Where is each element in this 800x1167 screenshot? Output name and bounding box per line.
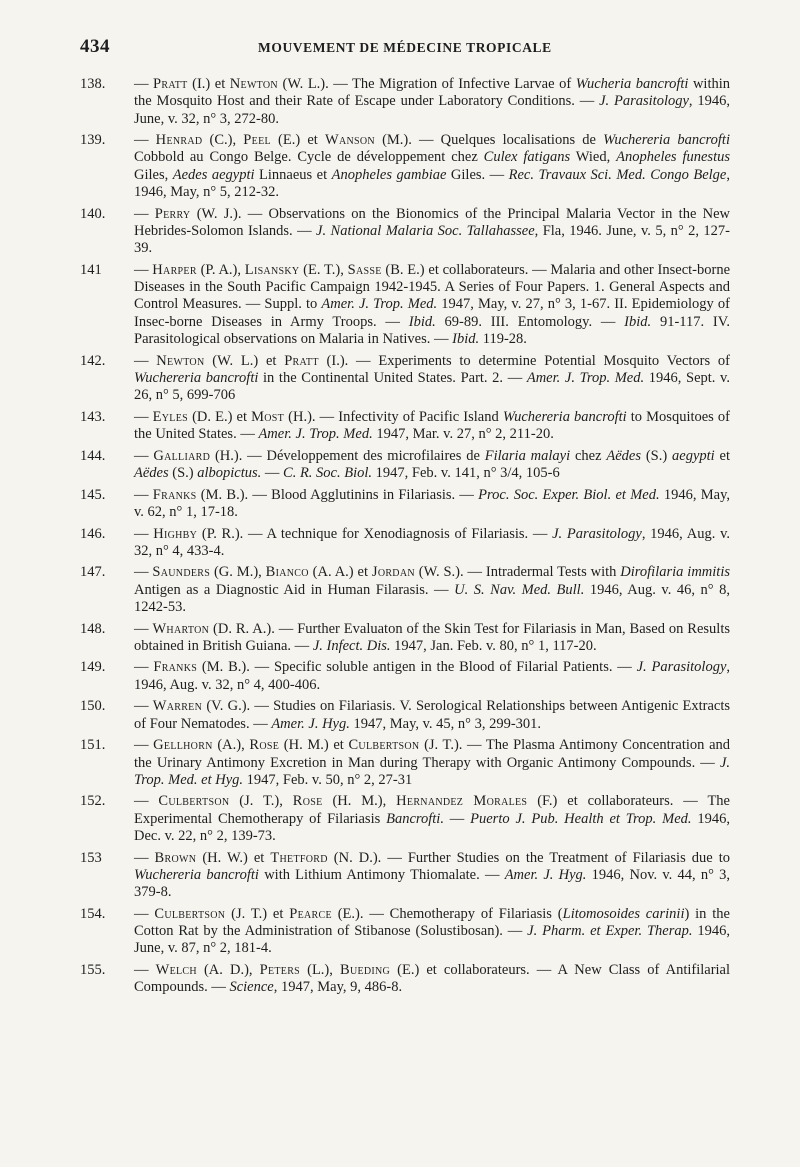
reference-fragment: (E.). — Chemotherapy of Filariasis ( (331, 905, 563, 922)
author-name: Bianco (265, 564, 309, 581)
reference-text (134, 262, 730, 348)
reference-fragment: (J. T.). — The Plasma Antimony Concentration and the Urinary Antimony Excretion in Man during Therapy with Organic Antimony Compounds. — (134, 737, 731, 771)
author-name: Eyles (152, 408, 188, 425)
reference-fragment: 1947, May, v. 45, n° 3, 299-301. (349, 715, 542, 732)
reference-text (134, 737, 730, 789)
reference-fragment: Linnaeus et (254, 166, 332, 183)
reference-number: 138. (80, 76, 106, 92)
reference-number: 142. (80, 352, 106, 369)
reference-number: 139. (80, 132, 106, 149)
reference-fragment: 1946, Dec. v. 22, n° 2, 139-73. (134, 810, 730, 845)
author-name: Gellhorn (153, 737, 213, 754)
reference-fragment: — (134, 447, 154, 464)
reference-fragment: 1947, Jan. Feb. v. 80, n° 1, 117-20. (390, 637, 597, 654)
reference-number: 143. (80, 408, 106, 425)
reference-fragment: — (134, 849, 155, 866)
italic-text: Litomosoides carinii (562, 905, 685, 922)
italic-text: Aëdes (134, 465, 169, 482)
italic-text: Puerto J. Pub. Health et Trop. Med. (470, 810, 692, 827)
page-number: 434 (80, 36, 110, 57)
reference-fragment: (E.) et (270, 132, 325, 149)
author-name: Henrad (155, 132, 203, 149)
reference-fragment: , 1946, June, v. 32, n° 3, 272-80. (134, 93, 731, 127)
italic-text: Amer. J. Hyg. (504, 866, 587, 883)
italic-text: Proc. Soc. Exper. Biol. et Med. (478, 486, 660, 503)
italic-text: Science (229, 979, 274, 996)
reference-entry (80, 448, 730, 483)
reference-entry (80, 737, 730, 789)
author-name: Wharton (152, 620, 210, 637)
reference-text (134, 906, 730, 958)
author-name: Peters (259, 962, 301, 978)
reference-text (134, 487, 730, 522)
reference-fragment: (S.) (168, 465, 198, 482)
reference-fragment: (E. T.), (299, 261, 348, 278)
author-name: Sasse (347, 261, 382, 278)
author-name: Warren (152, 698, 203, 715)
reference-fragment: (N. D.). — Further Studies on the Treatment of Filariasis due to (327, 849, 731, 866)
italic-text: Aëdes (606, 447, 641, 464)
reference-fragment: (W. J.). — Observations on the Bionomics of the Principal Malaria Vector in the New Hebrides-Solomon Islands. — (134, 205, 731, 239)
italic-text: J. Parasitology (636, 659, 727, 676)
reference-fragment: — (134, 76, 154, 92)
reference-fragment: (J. T.) et (225, 905, 290, 922)
reference-fragment: , 1946, May, n° 5, 212-32. (134, 166, 730, 201)
reference-fragment: — (134, 962, 156, 978)
reference-fragment: (W. S.). — Intradermal Tests with (414, 564, 621, 581)
italic-text: aegypti (672, 447, 715, 464)
reference-number: 146. (80, 525, 106, 542)
reference-number: 145. (80, 486, 106, 503)
reference-fragment: with Lithium Antimony Thiomalate. — (258, 866, 505, 883)
reference-fragment: in the Continental United States. Part. 2. — (258, 369, 527, 386)
reference-entry (80, 409, 730, 444)
reference-text (134, 409, 730, 444)
reference-fragment: (H. W.) et (196, 849, 271, 866)
reference-fragment: — (134, 352, 157, 369)
reference-text (134, 353, 730, 405)
reference-fragment: — (134, 737, 154, 754)
reference-text (134, 659, 730, 694)
reference-fragment: chez (570, 447, 607, 464)
reference-text (134, 793, 730, 845)
reference-text (134, 76, 730, 128)
reference-number: 148. (80, 620, 106, 637)
reference-fragment: Wied, (570, 149, 617, 166)
italic-text: Amer. J. Hyg. (271, 715, 350, 732)
italic-text: J. Parasitology (552, 525, 642, 542)
italic-text: J. Infect. Dis. (312, 637, 391, 654)
author-name: Culbertson (158, 793, 230, 810)
reference-text (134, 621, 730, 656)
reference-fragment: (B. E.) et collaborateurs. — Malaria and other Insect-borne Diseases in the South Pacific Campaign 1942-1945. A Series of Four Papers. 1. General Aspects and Control Measures. — Suppl. to (134, 261, 730, 313)
reference-fragment: , 1946, Aug. v. 32, n° 4, 433-4. (134, 525, 731, 559)
reference-fragment: 1946, Sept. v. 26, n° 5, 699-706 (134, 369, 730, 404)
reference-fragment: 91-117. IV. Parasitological observations on Malaria in Natives. — (134, 313, 730, 348)
reference-fragment: — (134, 659, 154, 676)
reference-entry (80, 962, 730, 997)
reference-fragment: — (134, 698, 153, 715)
reference-entry (80, 262, 730, 348)
italic-text: Wuchereria bancrofti (134, 369, 259, 386)
author-name: Highby (153, 525, 198, 542)
reference-fragment: 119-28. (479, 331, 527, 348)
reference-fragment: , Fla, 1946. June, v. 5, n° 2, 127-39. (134, 222, 731, 257)
reference-fragment: — (261, 465, 284, 482)
reference-fragment: (W. L.) et (204, 352, 285, 369)
reference-fragment: (M.). — Quelques localisations de (374, 132, 604, 149)
italic-text: Ibid. (624, 313, 652, 330)
reference-number: 152. (80, 793, 106, 810)
author-name: Culbertson (348, 737, 420, 754)
reference-fragment: (A. A.) et (308, 564, 372, 581)
author-name: Culbertson (154, 905, 226, 922)
reference-fragment: (H.). — Développement des microfilaires de (210, 447, 485, 464)
reference-fragment: Antigen as a Diagnostic Aid in Human Filarasis. — (134, 581, 455, 598)
author-name: Brown (154, 849, 197, 866)
italic-text: Filaria malayi (484, 447, 571, 464)
reference-fragment: (L.), (300, 962, 340, 978)
reference-fragment: Cobbold au Congo Belge. Cycle de développement chez (134, 149, 484, 166)
italic-text: Amer. J. Trop. Med. (321, 296, 438, 313)
reference-fragment: (S.) (640, 447, 673, 464)
author-name: Pratt (284, 352, 319, 369)
reference-number: 140. (80, 205, 106, 222)
reference-entry (80, 206, 730, 258)
italic-text: Wuchereria bancrofti (134, 866, 259, 883)
reference-entry (80, 526, 730, 561)
italic-text: Anopheles gambiae (331, 166, 447, 183)
author-name: Thetford (270, 849, 328, 866)
reference-number: 153 (80, 849, 102, 866)
italic-text: Wucheria bancrofti (575, 76, 689, 92)
italic-text: Anopheles funestus (616, 149, 730, 166)
author-name: Jordan (371, 564, 415, 581)
reference-number: 151. (80, 737, 106, 754)
italic-text: Wuchereria bancrofti (603, 132, 730, 149)
reference-text (134, 526, 730, 561)
reference-fragment: (D. R. A.). — Further Evaluaton of the Skin Test for Filariasis in Man, Based on Results obtained in British Guiana. — (134, 620, 731, 654)
author-name: Most (251, 408, 285, 425)
reference-fragment: 1947, Feb. v. 50, n° 2, 27-31 (243, 771, 413, 788)
reference-fragment: — (134, 132, 156, 149)
author-name: Hernandez Morales (396, 793, 528, 810)
author-name: Newton (156, 352, 205, 369)
reference-fragment: (P. A.), (196, 261, 245, 278)
author-name: Franks (152, 486, 197, 503)
author-name: Lisansky (244, 261, 300, 278)
italic-text: Bancrofti. (386, 810, 444, 827)
italic-text: albopictus. (197, 465, 262, 482)
author-name: Pearce (289, 905, 332, 922)
reference-number: 154. (80, 905, 106, 922)
reference-fragment: (V. G.). — Studies on Filariasis. V. Serological Relationships between Antigenic Extracts of Four Nematodes. — (134, 698, 731, 732)
author-name: Saunders (152, 564, 211, 581)
reference-entry (80, 76, 730, 128)
reference-fragment: (F.) et collaborateurs. — The Experimental Chemotherapy of Filariasis (134, 793, 730, 827)
author-name: Rose (292, 793, 323, 810)
reference-fragment: (H. M.), (322, 793, 397, 810)
reference-number: 144. (80, 447, 106, 464)
reference-text (134, 448, 730, 483)
reference-fragment: 1946, Nov. v. 44, n° 3, 379-8. (134, 866, 730, 901)
author-name: Wanson (324, 132, 375, 149)
italic-text: J. Pharm. et Exper. Therap. (527, 923, 693, 940)
reference-fragment: (H.). — Infectivity of Pacific Island (284, 408, 503, 425)
reference-fragment: — (134, 564, 153, 581)
reference-fragment: (W. L.). — The Migration of Infective Larvae of (277, 76, 576, 92)
reference-text (134, 132, 730, 201)
italic-text: Amer. J. Trop. Med. (258, 426, 373, 443)
reference-entry (80, 487, 730, 522)
author-name: Welch (155, 962, 197, 978)
reference-text (134, 698, 730, 733)
reference-fragment: — (134, 205, 155, 222)
reference-entry (80, 353, 730, 405)
reference-fragment: (P. R.). — A technique for Xenodiagnosis of Filariasis. — (197, 525, 553, 542)
reference-entry (80, 698, 730, 733)
page-header (80, 36, 730, 64)
author-name: Franks (153, 659, 198, 676)
author-name: Harper (152, 261, 197, 278)
reference-fragment: (M. B.). — Specific soluble antigen in the Blood of Filarial Patients. — (197, 659, 637, 676)
reference-text (134, 206, 730, 258)
reference-text (134, 962, 730, 997)
reference-fragment: 1946, June, v. 87, n° 2, 181-4. (134, 923, 731, 957)
italic-text: Ibid. (452, 331, 480, 348)
italic-text: Ibid. (408, 313, 436, 330)
reference-fragment: 1947, Feb. v. 141, n° 3/4, 105-6 (372, 465, 560, 482)
italic-text: Aedes aegypti (172, 166, 255, 183)
italic-text: Culex fatigans (483, 149, 571, 166)
reference-fragment: 69-89. III. Entomology. — (435, 313, 625, 330)
italic-text: C. R. Soc. Biol. (283, 465, 373, 482)
italic-text: Amer. J. Trop. Med. (526, 369, 645, 386)
reference-fragment: Giles. — (446, 166, 509, 183)
reference-entry (80, 906, 730, 958)
author-name: Perry (154, 205, 191, 222)
reference-fragment: — (443, 810, 471, 827)
reference-entry (80, 793, 730, 845)
reference-fragment: — (134, 525, 154, 542)
italic-text: Wuchereria bancrofti (502, 408, 627, 425)
author-name: Newton (229, 76, 278, 92)
reference-fragment: (G. M.), (210, 564, 266, 581)
reference-fragment: (A. D.), (196, 962, 260, 978)
reference-fragment: (I.). — Experiments to determine Potential Mosquito Vectors of (318, 352, 730, 369)
reference-fragment: Giles, (134, 166, 173, 183)
author-name: Galliard (153, 447, 211, 464)
italic-text: J. National Malaria Soc. Tallahassee (316, 222, 535, 239)
reference-fragment: (H. M.) et (279, 737, 349, 754)
reference-number: 150. (80, 698, 106, 715)
reference-fragment: — (134, 408, 153, 425)
reference-number: 155. (80, 962, 106, 978)
italic-text: J. Parasitology (599, 93, 689, 110)
italic-text: Dirofilaria immitis (620, 564, 730, 581)
reference-text (134, 850, 730, 902)
reference-fragment: — (134, 905, 155, 922)
reference-fragment: (C.), (202, 132, 244, 149)
reference-fragment: 1947, Mar. v. 27, n° 2, 211-20. (372, 426, 554, 443)
reference-entry (80, 850, 730, 902)
author-name: Bueding (339, 962, 391, 978)
reference-text (134, 564, 730, 616)
reference-fragment: (I.) et (187, 76, 230, 92)
reference-fragment: , 1947, May, 9, 486-8. (273, 979, 403, 996)
reference-fragment: (E.) et collaborateurs. — A New Class of Antifilarial Compounds. — (134, 962, 731, 996)
reference-number: 141 (80, 261, 102, 278)
reference-fragment: et (714, 447, 731, 464)
running-head: MOUVEMENT DE MÉDECINE TROPICALE (258, 40, 552, 55)
italic-text: U. S. Nav. Med. Bull. (454, 581, 585, 598)
reference-fragment: (J. T.), (229, 793, 293, 810)
reference-fragment: 1947, May, v. 27, n° 3, 1-67. II. Epidemiology of Insec-borne Diseases in Army Troops. — (134, 296, 730, 330)
reference-fragment: 1946, May, v. 62, n° 1, 17-18. (134, 486, 731, 520)
italic-text: J. Trop. Med. et Hyg. (134, 754, 730, 788)
reference-entry (80, 564, 730, 616)
italic-text: Rec. Travaux Sci. Med. Congo Belge (508, 166, 727, 183)
reference-entry (80, 659, 730, 694)
author-name: Rose (249, 737, 280, 754)
reference-fragment: — (134, 261, 153, 278)
author-name: Pratt (153, 76, 188, 92)
reference-number: 147. (80, 564, 106, 581)
reference-fragment: — (134, 620, 153, 637)
reference-fragment: — (134, 793, 159, 810)
reference-fragment: (D. E.) et (187, 408, 252, 425)
reference-fragment: — (134, 486, 153, 503)
reference-entry (80, 621, 730, 656)
reference-fragment: 1946, Aug. v. 46, n° 8, 1242-53. (134, 581, 730, 615)
reference-fragment: (M. B.). — Blood Agglutinins in Filariasis. — (196, 486, 479, 503)
reference-number: 149. (80, 659, 106, 676)
reference-fragment: ) in the Cotton Rat by the Administration of Stibanose (Solustibosan). — (134, 905, 730, 940)
reference-entry (80, 132, 730, 201)
author-name: Peel (243, 132, 271, 149)
reference-fragment: (A.), (212, 737, 250, 754)
reference-list (80, 76, 730, 1001)
reference-fragment: to Mosquitoes of the United States. — (134, 408, 731, 443)
reference-fragment: , 1946, Aug. v. 32, n° 4, 400-406. (134, 659, 731, 693)
reference-fragment: within the Mosquito Host and their Rate of Escape under Laboratory Conditions. — (134, 76, 731, 110)
